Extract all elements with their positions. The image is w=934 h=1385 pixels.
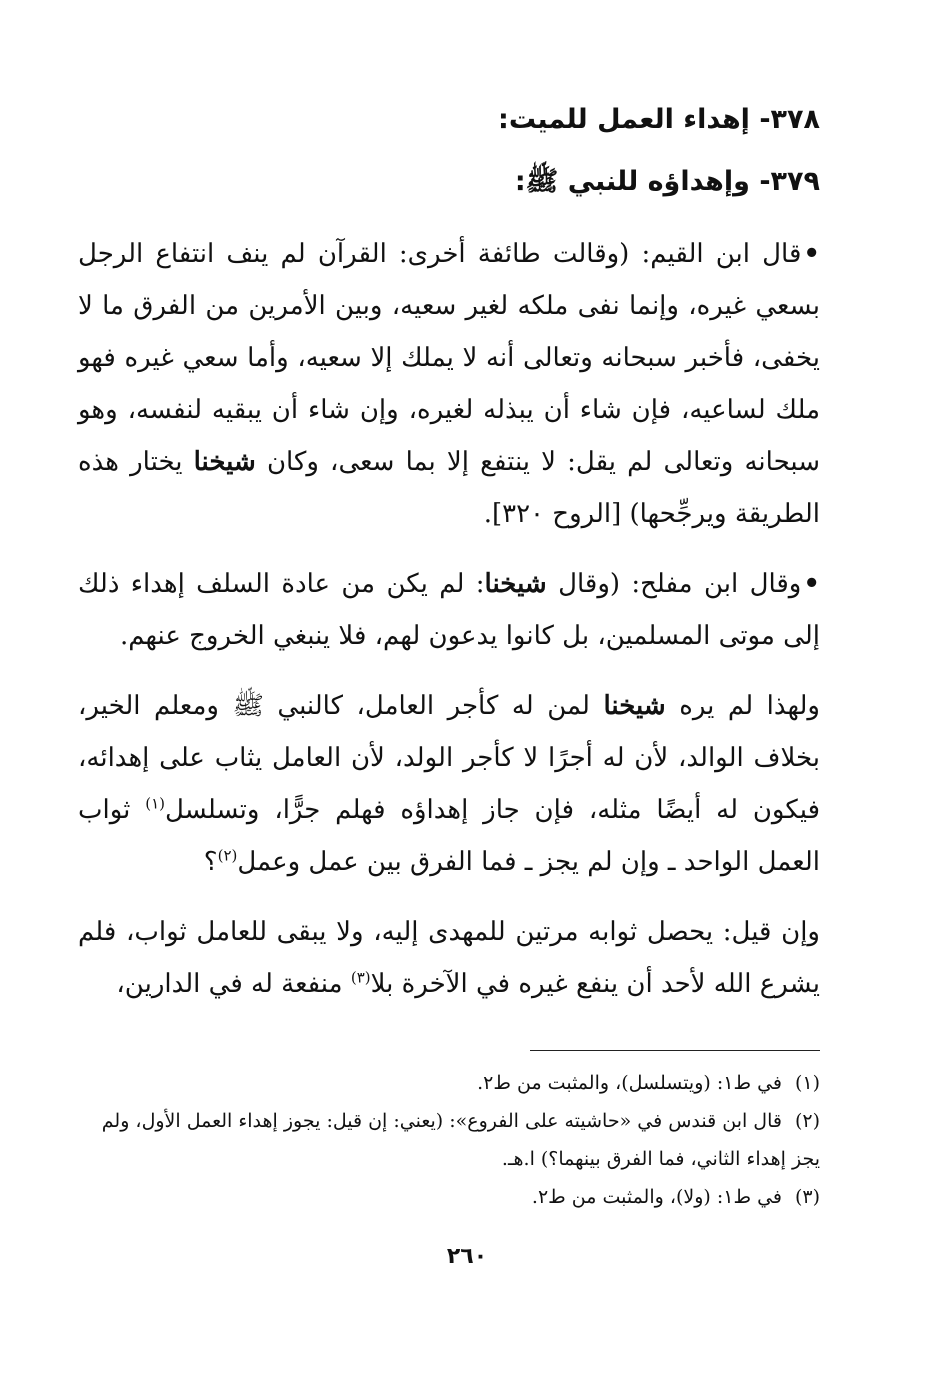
- footnote-text: قال ابن قندس في «حاشيته على الفروع»: (يعني: إن قيل: يجوز إهداء العمل الأول، ولم يجز إهداء الثاني، فما الفرق بينهما؟) ا.هـ.: [101, 1110, 820, 1170]
- paragraph-ibn-qayyim: [78, 228, 820, 540]
- footnote-divider: [530, 1050, 820, 1051]
- paragraph-text: وإن قيل: يحصل ثوابه مرتين للمهدى إليه، ولا يبقى للعامل ثواب، فلم يشرع الله لأحد أن ينفع غيره في الآخرة بلا: [78, 917, 820, 999]
- footnote-3: [78, 1178, 820, 1216]
- paragraph-text: : لم يكن من عادة السلف إهداء ذلك إلى موتى المسلمين، بل كانوا يدعون لهم، فلا ينبغي الخروج عنهم.: [78, 569, 820, 651]
- paragraph-objection: [78, 906, 820, 1010]
- bullet-icon: •: [803, 239, 820, 269]
- paragraph-text: لمن له كأجر العامل، كالنبي ﷺ ومعلم الخير، بخلاف الوالد، لأن له أجرًا لا كأجر الولد، لأن العامل يثاب على إهدائه، فيكون له أيضًا مثله، فإن جاز إهداؤه فهلم جرًّا، وتسلسل: [78, 691, 821, 825]
- footnote-number: (٣): [794, 1186, 820, 1208]
- paragraph-text: قال ابن القيم: (وقالت طائفة أخرى: القرآن لم ينف انتفاع الرجل بسعي غيره، وإنما نفى ملكه لغير سعيه، وبين الأمرين من الفرق ما لا يخفى، فأخبر سبحانه وتعالى أنه لا يملك إلا سعيه، وأما سعي غيره فهو ملك لساعيه، فإن شاء أن يبذله لغيره، وإن شاء أن يبقيه لنفسه، وهو سبحانه وتعالى لم يقل: لا ينتفع إلا بما سعى، وكان: [78, 239, 821, 477]
- footnote-ref-3[interactable]: (٣): [350, 968, 371, 987]
- heading-378: ٣٧٨- إهداء العمل للميت:: [498, 104, 820, 135]
- paragraph-text: وقال ابن مفلح: (وقال: [546, 569, 802, 599]
- paragraph-text: ثواب العمل الواحد ـ وإن لم يجز ـ فما الفرق بين عمل وعمل: [78, 795, 820, 877]
- footnote-ref-2[interactable]: (٢): [217, 846, 238, 865]
- footnote-1: [78, 1064, 820, 1102]
- paragraph-text: ؟: [203, 847, 218, 877]
- footnote-text: في ط١: (ويتسلسل)، والمثبت من ط٢.: [477, 1072, 782, 1094]
- heading-379: ٣٧٩- وإهداؤه للنبي ﷺ:: [514, 166, 820, 197]
- paragraph-text: منفعة له في الدارين،: [116, 969, 351, 999]
- paragraph-ibn-muflih: [78, 558, 820, 662]
- bullet-icon: •: [803, 569, 820, 599]
- emphasis-shaykhuna: شيخنا: [603, 691, 666, 721]
- emphasis-shaykhuna: شيخنا: [193, 447, 256, 477]
- footnote-text: في ط١: (ولا)، والمثبت من ط٢.: [531, 1186, 782, 1208]
- footnote-2: [78, 1102, 820, 1178]
- footnotes-section: [78, 1064, 820, 1216]
- emphasis-shaykhuna: شيخنا: [484, 569, 547, 599]
- paragraph-text: ولهذا لم يره: [665, 691, 820, 721]
- paragraph-text: يختار هذه الطريقة ويرجِّحها) [الروح ٣٢٠].: [78, 447, 820, 529]
- footnote-number: (١): [794, 1072, 820, 1094]
- page-number: ٢٦٠: [446, 1244, 488, 1269]
- paragraph-reasoning: [78, 680, 820, 888]
- footnote-ref-1[interactable]: (١): [145, 794, 165, 813]
- page-body: [78, 100, 820, 1028]
- footnote-number: (٢): [794, 1110, 820, 1132]
